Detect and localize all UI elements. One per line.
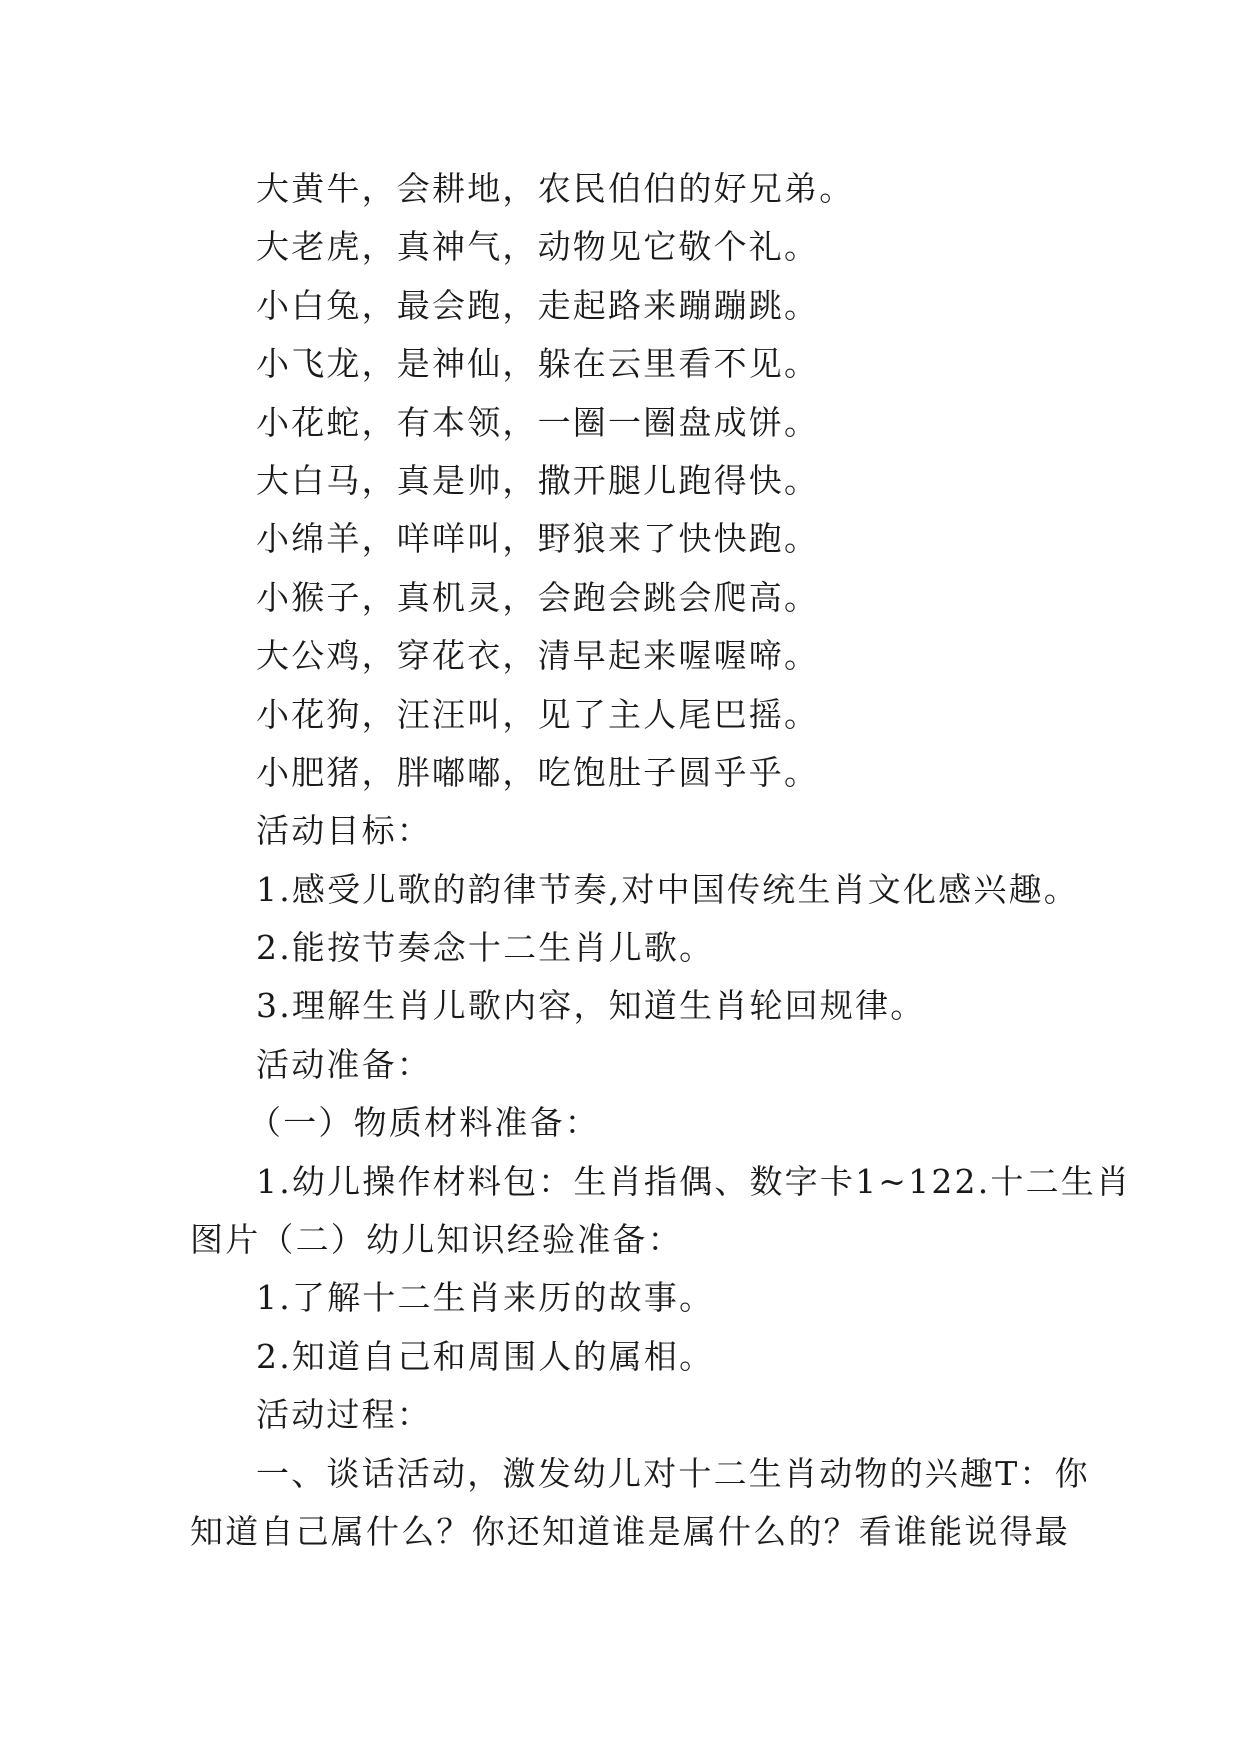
rhyme-line-snake: 小花蛇，有本领，一圈一圈盘成饼。 bbox=[256, 402, 820, 442]
rhyme-line-monkey: 小猴子，真机灵，会跑会跳会爬高。 bbox=[256, 577, 820, 617]
goal-item-3: 3.理解生肖儿歌内容，知道生肖轮回规律。 bbox=[256, 986, 926, 1026]
document-page bbox=[190, 160, 1132, 1561]
rhyme-line-rabbit: 小白兔，最会跑，走起路来蹦蹦跳。 bbox=[256, 285, 820, 325]
process-paragraph-line-2: 知道自己属什么？你还知道谁是属什么的？看谁能说得最 bbox=[190, 1511, 1070, 1551]
rhyme-line-dragon: 小飞龙，是神仙，躲在云里看不见。 bbox=[256, 344, 820, 384]
section-heading-preparation: 活动准备： bbox=[256, 1044, 432, 1084]
rhyme-line-rooster: 大公鸡，穿花衣，清早起来喔喔啼。 bbox=[256, 636, 820, 676]
goal-item-1: 1.感受儿歌的韵律节奏,对中国传统生肖文化感兴趣。 bbox=[256, 869, 1079, 909]
subsection-heading-materials: （一）物质材料准备： bbox=[248, 1103, 600, 1143]
rhyme-line-tiger: 大老虎，真神气，动物见它敬个礼。 bbox=[256, 227, 820, 267]
materials-item-1: 1.幼儿操作材料包：生肖指偶、数字卡1~122.十二生肖 bbox=[256, 1161, 1132, 1201]
knowledge-item-2: 2.知道自己和周围人的属相。 bbox=[256, 1336, 715, 1376]
rhyme-line-sheep: 小绵羊，咩咩叫，野狼来了快快跑。 bbox=[256, 519, 820, 559]
process-paragraph-line-1: 一、谈话活动，激发幼儿对十二生肖动物的兴趣T：你 bbox=[256, 1453, 1090, 1493]
section-heading-process: 活动过程： bbox=[256, 1395, 432, 1435]
goal-item-2: 2.能按节奏念十二生肖儿歌。 bbox=[256, 928, 715, 968]
rhyme-line-ox: 大黄牛，会耕地，农民伯伯的好兄弟。 bbox=[256, 169, 855, 208]
materials-item-1-continued: 图片（二）幼儿知识经验准备： bbox=[190, 1220, 683, 1260]
rhyme-line-dog: 小花狗，汪汪叫，见了主人尾巴摇。 bbox=[256, 694, 820, 734]
rhyme-line-horse: 大白马，真是帅，撒开腿儿跑得快。 bbox=[256, 460, 820, 500]
knowledge-item-1: 1.了解十二生肖来历的故事。 bbox=[256, 1278, 715, 1318]
rhyme-line-pig: 小肥猪，胖嘟嘟，吃饱肚子圆乎乎。 bbox=[256, 752, 820, 792]
section-heading-goals: 活动目标： bbox=[256, 811, 432, 851]
